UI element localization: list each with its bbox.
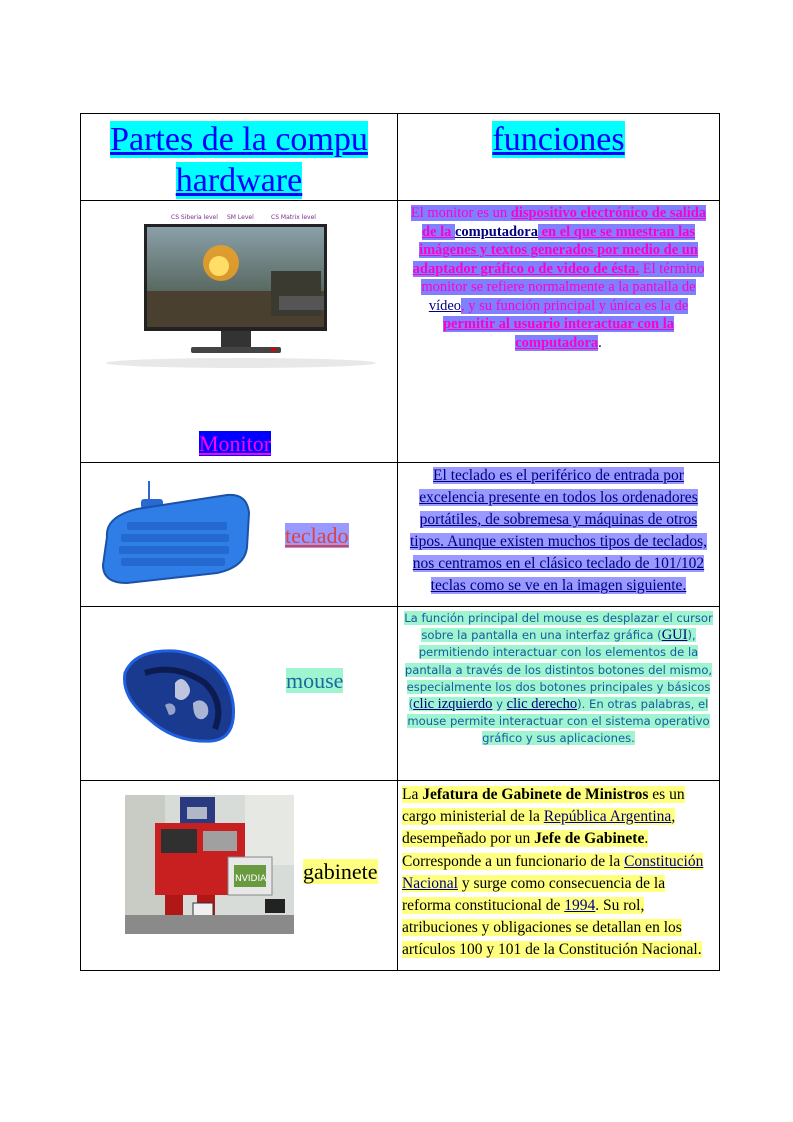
clic-derecho-link[interactable]: clic derecho <box>506 696 578 713</box>
mouse-label: mouse <box>286 668 344 693</box>
monitor-image-cell <box>81 201 398 463</box>
teclado-label: teclado <box>285 523 349 548</box>
gabinete-description: La Jefatura de Gabinete de Ministros es un cargo ministerial de la República Argentina, desempeñado por un Jefe de Gabinete. Corresponde a un funcionario de la Constitución Nacional y surge como consecuencia de la reforma constitucional de 1994. Su rol, atribuciones y obligaciones se detallan en los artículos 100 y 101 de la Constitución Nacional. <box>402 786 704 959</box>
mouse-image-cell <box>81 607 398 781</box>
mouse-image <box>115 643 245 753</box>
computadora-link[interactable]: computadora <box>454 223 538 240</box>
header-cell-parts <box>81 114 398 201</box>
teclado-description-cell <box>398 463 720 607</box>
monitor-description: El monitor es un dispositivo electrónico de salida de la computadora en el que se muestran las imágenes y textos generados por medio de un adaptador gráfico o de video de ésta. El término monitor se refiere normalmente a la pantalla de vídeo, y su función principal y única es la de permitir al usuario interactuar con la computadora. <box>410 205 707 351</box>
gui-link[interactable]: GUI <box>661 627 688 644</box>
header-parts-title: Partes de la compu hardware <box>110 121 368 199</box>
header-cell-functions <box>398 114 720 201</box>
monitor-screen-label-3: CS Matrix level <box>271 214 316 221</box>
hardware-table <box>80 113 720 971</box>
clic-izquierdo-link[interactable]: clic izquierdo <box>413 696 493 713</box>
teclado-image-cell <box>81 463 398 607</box>
mouse-description-cell <box>398 607 720 781</box>
monitor-image <box>101 211 381 371</box>
monitor-label: Monitor <box>199 431 272 456</box>
gabinete-image <box>125 795 294 934</box>
gabinete-label: gabinete <box>303 859 378 884</box>
monitor-screen-label-1: CS Siberia level <box>171 214 218 221</box>
teclado-description: El teclado es el periférico de entrada por excelencia presente en todos los ordenadores portátiles, de sobremesa y máquinas de otros tipos. Aunque existen muchos tipos de teclados, nos centramos en el clásico teclado de 101/102 teclas como se ve en la imagen siguiente. <box>409 467 708 594</box>
monitor-description-cell <box>398 201 720 463</box>
republica-argentina-link[interactable]: República Argentina <box>543 808 672 826</box>
mouse-description: La función principal del mouse es desplazar el cursor sobre la pantalla en una interfaz gráfica (GUI), permitiendo interactuar con los elementos de la pantalla a través de los distintos botones del mismo, especialmente los dos botones principales y básicos (clic izquierdo y clic derecho). En otras palabras, el mouse permite interactuar con el sistema operativo gráfico y sus aplicaciones. <box>404 611 713 746</box>
gabinete-description-cell <box>398 781 720 971</box>
constitucion-nacional-link[interactable]: Constitución Nacional <box>402 852 704 892</box>
keyboard-image <box>97 477 257 587</box>
year-1994-link[interactable]: 1994 <box>564 897 596 915</box>
video-link[interactable]: vídeo <box>428 297 462 314</box>
gabinete-image-cell <box>81 781 398 971</box>
monitor-screen-label-2: SM Level <box>227 214 254 221</box>
nvidia-badge: NVIDIA <box>235 874 267 884</box>
header-functions-title: funciones <box>492 121 625 158</box>
